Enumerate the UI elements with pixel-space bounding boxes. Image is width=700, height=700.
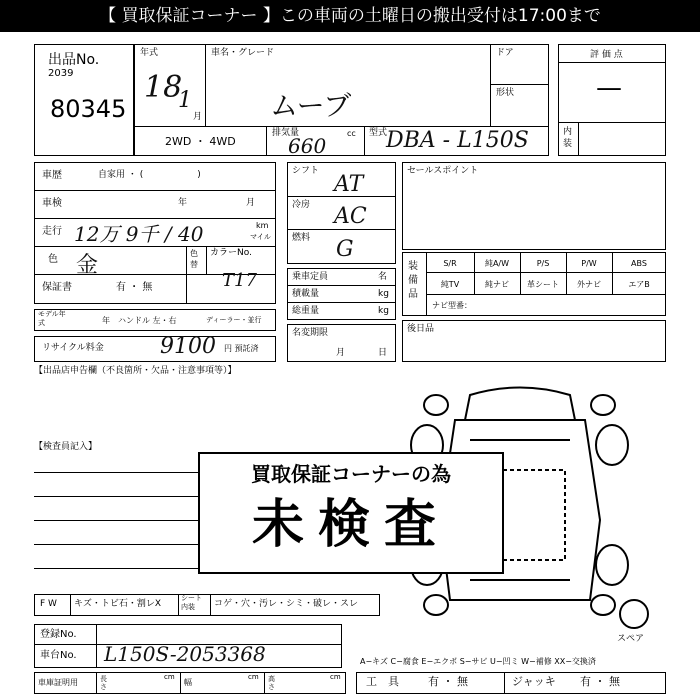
registration-change-day: 日 <box>378 348 388 358</box>
certificate-height: 高さ <box>268 675 275 691</box>
equipment-pw: P/W <box>581 259 597 268</box>
load-unit: kg <box>378 289 389 299</box>
jack-options: 有 ・ 無 <box>580 675 620 688</box>
fw-label: F W <box>40 599 57 609</box>
equipment-leather: 革シート <box>527 280 559 289</box>
inspection-year-unit: 年 <box>178 198 188 208</box>
recycle-unit: 円 預託済 <box>224 344 259 353</box>
equipment-ps: P/S <box>536 259 550 268</box>
register-no-label: 登録No. <box>40 629 77 640</box>
year-label: 年式 <box>140 48 159 58</box>
fuel-label: 燃料 <box>292 233 311 243</box>
equipment-ext-navi: 外ナビ <box>577 280 601 289</box>
spare-label: スペア <box>617 634 645 644</box>
car-name-label: 車名・グレード <box>211 48 275 58</box>
interior-label: 内装 <box>563 127 573 149</box>
door-label: ドア <box>496 48 514 58</box>
capacity-unit: 名 <box>378 272 388 282</box>
seat-label: シート内装 <box>181 594 202 611</box>
tools-options: 有 ・ 無 <box>428 675 468 688</box>
ac-label: 冷房 <box>292 200 311 210</box>
car-name-value: ムーブ <box>270 89 352 122</box>
damage-legend: A−キズ C−腐食 E−エクボ S−サビ U−凹ミ W−補修 XX−交換済 <box>360 657 596 666</box>
equipment-tv: 純TV <box>440 280 460 289</box>
recycle-label: リサイクル料金 <box>42 343 104 353</box>
aftermarket-label: 後日品 <box>407 324 435 334</box>
lot-number: 80345 <box>50 95 127 123</box>
drive-label: 2WD ・ 4WD <box>165 135 236 148</box>
history-label: 車歴 <box>42 170 62 181</box>
certificate-height-unit: cm <box>330 673 341 681</box>
jack-label: ジャッキ <box>512 675 556 688</box>
shift-value: AT <box>334 172 364 197</box>
year-month-value: 1 <box>178 88 192 113</box>
inspector-notes-label: 【検査員記入】 <box>34 442 98 452</box>
tools-label: 工 具 <box>366 675 399 688</box>
color-label: 色 <box>48 254 58 265</box>
rating-label: 評 価 点 <box>590 50 623 60</box>
weight-unit: kg <box>378 306 389 316</box>
certificate-label: 車庫証明用 <box>38 678 78 687</box>
equipment-aw: 純A/W <box>484 259 510 268</box>
certificate-length-unit: cm <box>164 673 175 681</box>
chassis-label: 車台No. <box>40 650 77 661</box>
load-label: 積載量 <box>292 289 320 299</box>
registration-change-label: 名変期限 <box>292 328 329 338</box>
model-value: DBA - L150S <box>386 128 529 153</box>
recycle-value: 9100 <box>160 334 216 359</box>
shift-label: シフト <box>292 166 320 176</box>
seat-text: コゲ・穴・汚レ・シミ・破レ・スレ <box>214 599 359 609</box>
equipment-sr: S/R <box>443 259 457 268</box>
model-year-unit: 年 <box>102 316 110 325</box>
certificate-width: 幅 <box>184 678 192 687</box>
equipment-airbag: エアB <box>628 280 650 289</box>
inspection-label: 車検 <box>42 198 62 209</box>
warranty-options: 有 ・ 無 <box>116 282 153 293</box>
displacement-label: 排気量 <box>272 128 300 138</box>
stamp-line2: 未検査 <box>251 495 450 555</box>
warranty-label: 保証書 <box>42 282 72 293</box>
seller-notes-label: 【出品店申告欄（不良箇所・欠品・注意事項等）】 <box>34 366 237 376</box>
registration-change-month: 月 <box>336 348 346 358</box>
history-options: 自家用 ・ ( ) <box>98 170 201 180</box>
mileage-km: km <box>256 221 269 230</box>
inspection-month-unit: 月 <box>246 198 256 208</box>
fw-text: キズ・トビ石・割レX <box>74 599 161 609</box>
year-value: 18 <box>144 70 183 105</box>
fuel-value: G <box>336 237 354 262</box>
color-code-label: カラーNo. <box>210 248 252 258</box>
sales-point-label: セールスポイント <box>407 166 479 176</box>
ac-value: AC <box>334 204 367 229</box>
color-code-value: T17 <box>222 270 257 291</box>
lot-tag: 2039 <box>48 68 74 79</box>
mileage-mile: マイル <box>250 233 271 241</box>
certificate-length: 長さ <box>100 675 107 691</box>
equipment-abs: ABS <box>631 259 647 268</box>
lot-label: 出品No. <box>48 52 100 68</box>
color-change-label: 色替 <box>190 249 198 269</box>
displacement-value: 660 <box>288 134 327 158</box>
equipment-label: 装備品 <box>408 261 418 300</box>
weight-label: 総重量 <box>292 306 320 316</box>
capacity-label: 乗車定員 <box>292 272 329 282</box>
mileage-value: 12万 9千 / 40 <box>74 222 204 246</box>
displacement-unit: cc <box>347 129 356 138</box>
stamp-line1: 買取保証コーナーの為 <box>251 462 451 486</box>
color-value: 金 <box>76 253 99 278</box>
handle-options: ハンドル 左・右 <box>118 316 177 325</box>
year-month-unit: 月 <box>193 112 203 122</box>
model-label: 型式 <box>369 128 388 138</box>
model-year-label: モデル年式 <box>38 310 66 327</box>
rating-value: — <box>596 73 622 103</box>
equipment-navi: 純ナビ <box>485 280 509 289</box>
banner: 【 買取保証コーナー 】この車両の土曜日の搬出受付は17:00まで <box>0 0 700 32</box>
dealer-options: ディーラー・並行 <box>206 316 262 324</box>
chassis-value: L150S-2053368 <box>104 642 266 666</box>
mileage-label: 走行 <box>42 226 62 237</box>
shape-label: 形状 <box>496 88 515 98</box>
certificate-width-unit: cm <box>248 673 259 681</box>
navi-model-label: ナビ型番： <box>432 301 472 310</box>
